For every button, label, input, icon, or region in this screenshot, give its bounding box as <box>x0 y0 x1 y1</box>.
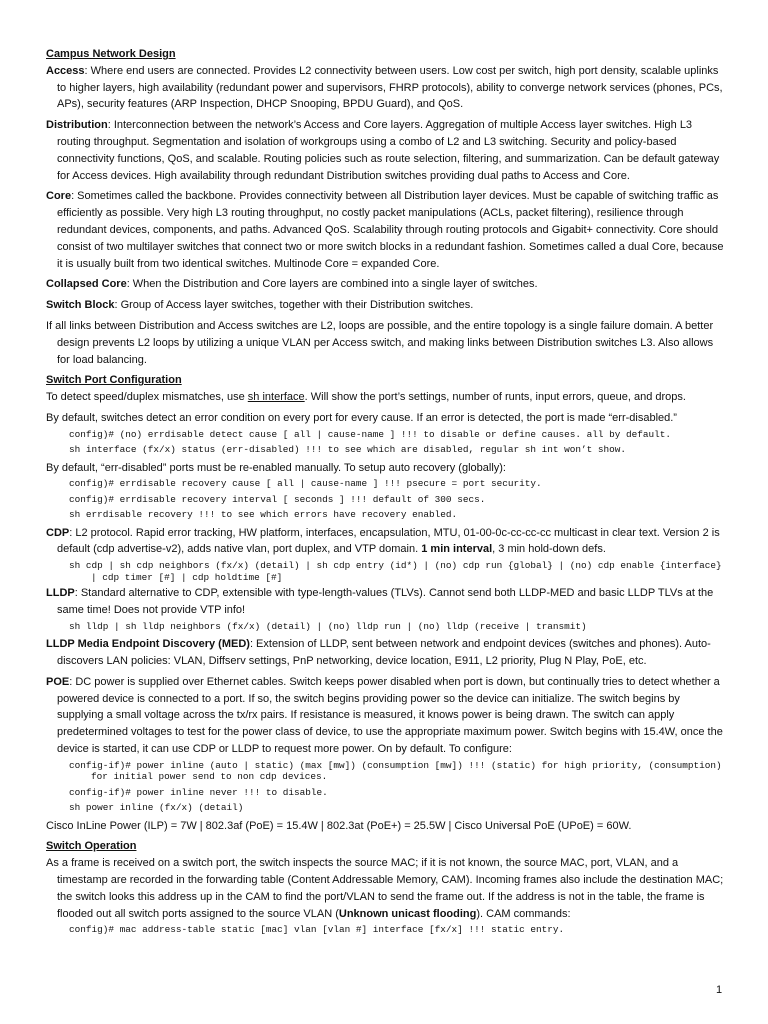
cdp-interval: 1 min interval <box>421 543 493 556</box>
text-switch-op-a: As a frame is received on a switch port, the switch inspects the source MAC; if it is not known, the source MAC, port, VLAN, and a timestamp are recorded in the forwarding table (Content Addressable Memory, CAM). Incoming frames also include the destination MAC; the switch looks this address up in the CAM to find the port/VLAN to send the frame out. If the address is not in the table, the frame is flooded out all switch ports assigned to the source VLAN ( <box>46 857 724 920</box>
document-page <box>46 46 728 938</box>
section-heading-switch-port: Switch Port Configuration <box>46 374 182 387</box>
section-heading-switch-operation: Switch Operation <box>46 840 137 853</box>
term-poe: POE <box>46 675 70 688</box>
para-errdisable: By default, switches detect an error condition on every port for every cause. If an error is detected, the port is made “err-disabled.” <box>46 411 677 424</box>
para-recovery: By default, “err-disabled” ports must be re-enabled manually. To setup auto recovery (globally): <box>46 461 506 474</box>
sh-interface-link: sh interface <box>247 391 305 404</box>
term-lldp-med: LLDP Media Endpoint Discovery (MED) <box>46 638 250 651</box>
para-switch-operation <box>46 855 728 922</box>
text-lldp: : Standard alternative to CDP, extensible with type-length-values (TLVs). Cannot send both LLDP-MED and basic LLDP TLVs at the same time! Does not provide VTP info! <box>57 587 714 616</box>
text-switch-op-b: ). CAM commands: <box>476 907 571 920</box>
code-line: sh power inline (fx/x) (detail) <box>69 802 244 814</box>
para-collapsed-core <box>46 276 728 293</box>
code-block-poe-inline: config-if)# power inline (auto | static) (max [mw]) (consumption [mw]) !!! (static) for high priority, (consumption) for initial power send to non cdp devices. <box>69 759 728 783</box>
code-block-recovery <box>69 476 728 522</box>
code-line: config)# errdisable recovery interval [ seconds ] !!! default of 300 secs. <box>69 493 486 505</box>
code-block-errdisable <box>69 427 728 458</box>
text-lldp-med: : Extension of LLDP, sent between network and endpoint devices (switches and phones). Auto-discovers LAN policies: VLAN, Diffserv settings, PnP networking, device location, E911, L2 priority, Plug N Play, PoE, etc. <box>57 638 711 667</box>
term-core: Core <box>46 190 72 203</box>
text-access: : Where end users are connected. Provides L2 connectivity between users. Low cost per switch, high port density, scalable uplinks to higher layers, high availability (redundant power and supervisors, FHRP protocols), ability to converge network services (phones, PCs, APs), security features (ARP Inspection, DHCP Snooping, BPDU Guard), and QoS. <box>57 64 723 111</box>
text-speed-pre: To detect speed/duplex mismatches, use <box>46 391 248 404</box>
para-access <box>46 63 728 113</box>
para-switch-block <box>46 297 728 314</box>
para-lldp-med <box>46 636 728 670</box>
code-line: sh interface (fx/x) status (err-disabled) !!! to see which are disabled, regular sh int won’t show. <box>69 444 626 456</box>
code-line: config)# (no) errdisable detect cause [ all | cause-name ] !!! to disable or define causes. all by default. <box>69 428 671 440</box>
para-cdp <box>46 525 728 559</box>
para-speed-duplex <box>46 389 728 406</box>
para-lldp <box>46 585 728 619</box>
code-block-lldp: sh lldp | sh lldp neighbors (fx/x) (detail) | (no) lldp run | (no) lldp (receive | transmit) <box>69 620 587 632</box>
para-distribution <box>46 117 728 184</box>
para-core <box>46 188 728 272</box>
term-distribution: Distribution <box>46 119 108 132</box>
page-number: 1 <box>716 984 723 996</box>
text-switch-block: : Group of Access layer switches, together with their Distribution switches. <box>114 299 474 312</box>
code-line: config)# errdisable recovery cause [ all | cause-name ] !!! psecure = port security. <box>69 478 542 490</box>
code-line: config-if)# power inline never !!! to disable. <box>69 786 328 798</box>
term-collapsed-core: Collapsed Core <box>46 278 127 291</box>
text-distribution: : Interconnection between the network’s Access and Core layers. Aggregation of multiple Access layer switches. High L3 routing throughput. Segmentation and isolation of workgroups using a combo of L2 and L3 switching. Security and policy-based connectivity functions, QoS, and scalable. Routing policies such as route selection, filtering, and summarization. Can be default gateway for Access devices. High availability through redundant Distribution switches providing dual paths to Access and Core. <box>57 119 720 182</box>
term-access: Access <box>46 64 85 77</box>
code-block-poe-disable <box>69 785 728 816</box>
text-cdp-b: , 3 min hold-down defs. <box>492 543 606 556</box>
unknown-unicast-flooding: Unknown unicast flooding <box>338 907 477 920</box>
para-loops: If all links between Distribution and Access switches are L2, loops are possible, and the entire topology is a single failure domain. A better design prevents L2 loops by utilizing a unique VLAN per Access switch, and making links between Distribution switches L3. Also allows for load balancing. <box>46 319 714 366</box>
para-poe <box>46 674 728 758</box>
term-switch-block: Switch Block <box>46 299 115 312</box>
section-heading-campus: Campus Network Design <box>46 48 176 60</box>
term-lldp: LLDP <box>46 587 75 600</box>
term-cdp: CDP <box>46 526 70 539</box>
text-speed-post: . Will show the port’s settings, number of runts, input errors, queue, and drops. <box>304 391 686 404</box>
para-ilp: Cisco InLine Power (ILP) = 7W | 802.3af (PoE) = 15.4W | 802.3at (PoE+) = 25.5W | Cisco Universal PoE (UPoE) = 60W. <box>46 819 632 832</box>
code-line: sh errdisable recovery !!! to see which errors have recovery enabled. <box>69 509 458 521</box>
code-block-cdp: sh cdp | sh cdp neighbors (fx/x) (detail) | sh cdp entry (id*) | (no) cdp run {global} | (no) cdp enable {interface} | cdp timer [#] | cdp holdtime [#] <box>69 560 728 583</box>
text-core: : Sometimes called the backbone. Provides connectivity between all Distribution layer devices. Must be capable of switching traffic as efficiently as possible. Very high L3 routing throughput, no costly packet manipulations (ACLs, packet filtering), resilience through redundant devices, components, and paths. Advanced QoS. Scalability through routing protocols and Gigabit+ connectivity. Core should consist of two multilayer switches that connect two or more switch blocks in a redundant fashion. Sometimes called a dual Core, because it is usually built from two identical switches. Multinode Core = expanded Core. <box>57 190 724 270</box>
text-cdp-a: : L2 protocol. Rapid error tracking, HW platform, interfaces, encapsulation, MTU, 01-00-0c-cc-cc-cc multicast in clear text. Version 2 is default (cdp advertise-v2), adds native vlan, port duplex, and VTP domain. <box>57 526 720 556</box>
code-block-cam: config)# mac address-table static [mac] vlan [vlan #] interface [fx/x] !!! static entry. <box>69 924 565 936</box>
text-collapsed-core: : When the Distribution and Core layers are combined into a single layer of switches. <box>126 278 538 291</box>
text-poe: : DC power is supplied over Ethernet cables. Switch keeps power disabled when port is down, but continually tries to detect whether a powered device is connected to a port. If so, the switch begins providing power so the device can initialize. The switch begins by supplying a small voltage across the tx/rx pairs. If resistance is measured, it knows power is being drawn. The switch can apply predetermined voltages to test for the power class of device, to use the appropriate maximum power. Switch begins with 15.4W, once the device is started, it can use CDP or LLDP to request more power. On by default. To configure: <box>57 675 723 755</box>
